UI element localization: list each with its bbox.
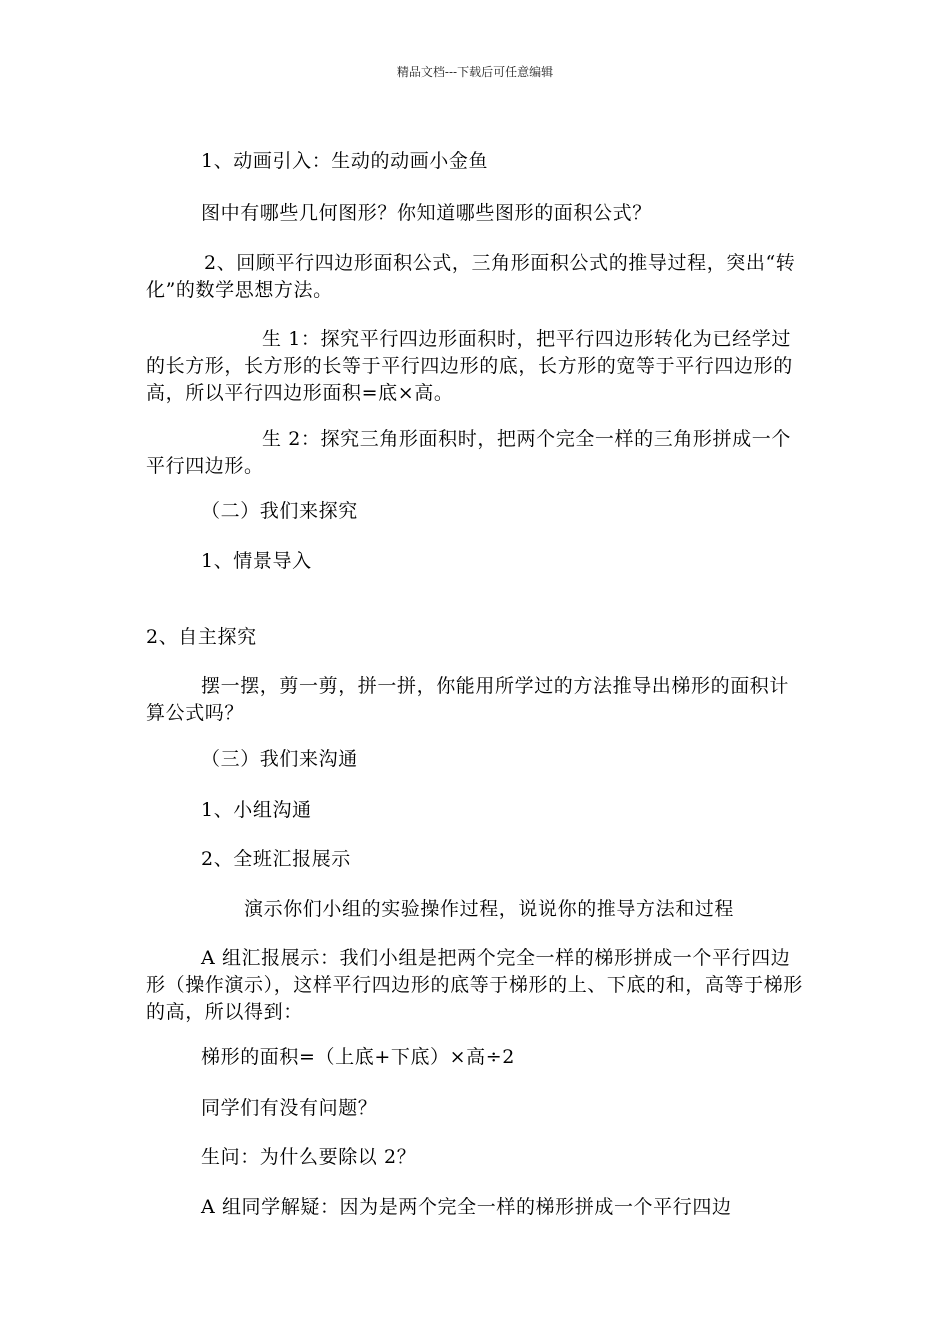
paragraph-7: 1、情景导入	[201, 550, 312, 572]
paragraph-6: （二）我们来探究	[201, 500, 358, 522]
paragraph-2: 图中有哪些几何图形？你知道哪些图形的面积公式？	[201, 202, 652, 224]
paragraph-13: 演示你们小组的实验操作过程，说说你的推导方法和过程	[244, 898, 735, 920]
paragraph-12: 2、全班汇报展示	[201, 848, 351, 870]
paragraph-16: 同学们有没有问题？	[201, 1097, 378, 1119]
paragraph-8: 2、自主探究	[146, 626, 257, 648]
paragraph-17: 生问：为什么要除以 2？	[201, 1146, 417, 1168]
paragraph-1: 1、动画引入：生动的动画小金鱼	[201, 150, 489, 172]
document-header: 精品文档---下载后可任意编辑	[396, 65, 554, 79]
paragraph-11: 1、小组沟通	[201, 799, 312, 821]
paragraph-5: 生 2：探究三角形面积时，把两个完全一样的三角形拼成一个平行四边形。	[146, 428, 791, 477]
paragraph-18: A 组同学解疑：因为是两个完全一样的梯形拼成一个平行四边	[201, 1196, 732, 1218]
paragraph-9: 摆一摆，剪一剪，拼一拼，你能用所学过的方法推导出梯形的面积计算公式吗？	[146, 675, 790, 724]
paragraph-10: （三）我们来沟通	[201, 748, 358, 770]
paragraph-14: A 组汇报展示：我们小组是把两个完全一样的梯形拼成一个平行四边形（操作演示），这样平行四边形的底等于梯形的上、下底的和，高等于梯形的高，所以得到：	[146, 947, 803, 1023]
paragraph-3: 2、回顾平行四边形面积公式，三角形面积公式的推导过程，突出“转化”的数学思想方法。	[146, 252, 796, 301]
paragraph-4: 生 1：探究平行四边形面积时，把平行四边形转化为已经学过的长方形，长方形的长等于平行四边形的底，长方形的宽等于平行四边形的高，所以平行四边形面积=底×高。	[146, 328, 793, 404]
paragraph-15: 梯形的面积=（上底+下底）×高÷2	[201, 1046, 515, 1068]
